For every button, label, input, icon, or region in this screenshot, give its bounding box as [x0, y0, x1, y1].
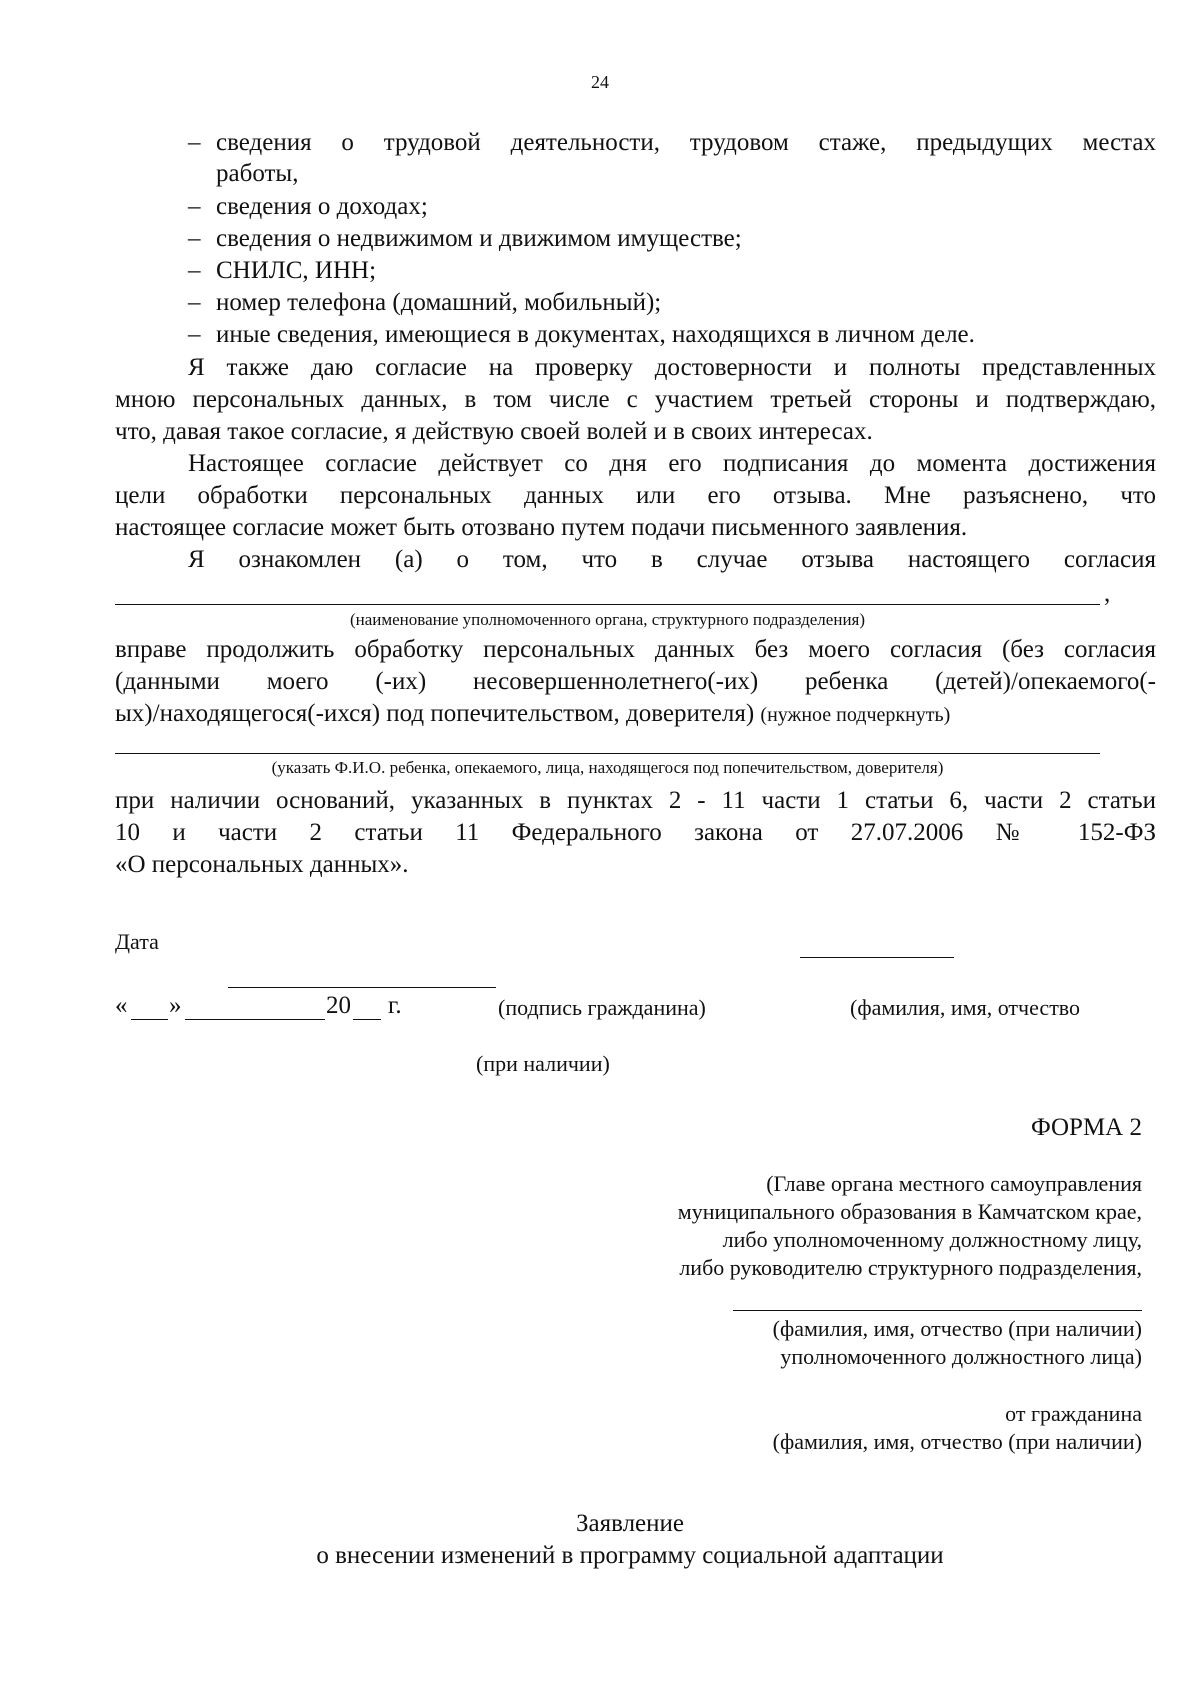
application-subheading: о внесении изменений в программу социальной адаптации	[316, 1542, 944, 1569]
bullet-item: иные сведения, имеющиеся в документах, находящихся в личном деле.	[216, 321, 975, 348]
person-name-caption: (указать Ф.И.О. ребенка, опекаемого, лица, находящегося под попечительством, доверителя)	[271, 758, 944, 777]
organ-name-blank[interactable]	[115, 604, 1100, 605]
addressee-line: муниципального образования в Камчатском крае,	[677, 1199, 1142, 1224]
text-line	[115, 698, 950, 731]
from-citizen-label: от гражданина	[1005, 1401, 1142, 1426]
text-line: настоящее согласие может быть отозвано путем подачи письменного заявления.	[115, 514, 968, 541]
year-prefix: 20	[326, 992, 351, 1019]
withdrawal-notice-line: Я ознакомлен (а) о том, что в случае отзыва настоящего согласия	[188, 546, 1156, 573]
day-blank[interactable]	[131, 1019, 168, 1020]
date-close-quote: »	[169, 992, 182, 1019]
official-name-blank[interactable]	[733, 1310, 1142, 1311]
year-suffix: г.	[388, 992, 402, 1019]
bullet-dash: –	[188, 225, 201, 252]
bullet-item: сведения о недвижимом и движимом имуществе;	[216, 225, 742, 252]
text-line: «О персональных данных».	[115, 851, 409, 878]
form-title: ФОРМА 2	[1030, 1114, 1142, 1141]
bullet-item: сведения о доходах;	[216, 193, 428, 220]
addressee-line: либо руководителю структурного подразделения,	[679, 1255, 1142, 1280]
year-blank[interactable]	[353, 1019, 381, 1020]
text-line: цели обработки персональных данных или его отзыва. Мне разъяснено, что	[115, 482, 1156, 509]
addressee-line: либо уполномоченному должностному лицу,	[722, 1227, 1142, 1252]
signature-caption: (подпись гражданина)	[498, 995, 706, 1020]
addressee-line: (Главе органа местного самоуправления	[766, 1171, 1142, 1196]
official-caption-line: (фамилия, имя, отчество (при наличии)	[772, 1316, 1142, 1341]
name-caption: (фамилия, имя, отчество	[850, 995, 1081, 1020]
bullet-item: СНИЛС, ИНН;	[216, 257, 377, 284]
organ-name-caption: (наименование уполномоченного органа, структурного подразделения)	[349, 610, 866, 629]
month-blank[interactable]	[185, 1019, 325, 1020]
name-caption-continued: (при наличии)	[476, 1051, 610, 1076]
bullet-item: сведения о трудовой деятельности, трудовом стаже, предыдущих местах	[216, 129, 1156, 156]
date-open-quote: «	[115, 992, 128, 1019]
text-line: мною персональных данных, в том числе с участием третьей стороны и подтверждаю,	[115, 386, 1156, 413]
text-line: при наличии оснований, указанных в пунктах 2 - 11 части 1 статьи 6, части 2 статьи	[115, 787, 1156, 814]
citizen-name-caption: (фамилия, имя, отчество (при наличии)	[772, 1429, 1142, 1454]
text-line: вправе продолжить обработку персональных данных без моего согласия (без согласия	[115, 636, 1156, 663]
bullet-item-continued: работы,	[216, 160, 299, 187]
text-line: (данными моего (-их) несовершеннолетнего(-их) ребенка (детей)/опекаемого(-	[115, 668, 1156, 695]
text-line: Я также даю согласие на проверку достоверности и полноты представленных	[188, 354, 1156, 381]
date-label: Дата	[115, 929, 159, 954]
underline-note: (нужное подчеркнуть)	[760, 704, 951, 726]
person-name-blank[interactable]	[115, 753, 1100, 754]
bullet-dash: –	[188, 321, 201, 348]
text-line-main: ых)/находящегося(-ихся) под попечительством, доверителя)	[115, 700, 755, 727]
signature-blank[interactable]	[228, 987, 496, 988]
bullet-dash: –	[188, 257, 201, 284]
official-caption-line: уполномоченного должностного лица)	[780, 1344, 1142, 1369]
bullet-dash: –	[188, 129, 201, 156]
bullet-item: номер телефона (домашний, мобильный);	[216, 289, 662, 316]
application-heading: Заявление	[575, 1510, 685, 1537]
comma: ,	[1104, 580, 1111, 607]
text-line: что, давая такое согласие, я действую своей волей и в своих интересах.	[115, 418, 873, 445]
bullet-dash: –	[188, 193, 201, 220]
text-line: 10 и части 2 статьи 11 Федерального закона от 27.07.2006 № 152-ФЗ	[115, 819, 1156, 846]
page-number: 24	[591, 72, 609, 92]
bullet-dash: –	[188, 289, 201, 316]
text-line: Настоящее согласие действует со дня его подписания до момента достижения	[188, 450, 1156, 477]
name-blank[interactable]	[800, 957, 954, 958]
